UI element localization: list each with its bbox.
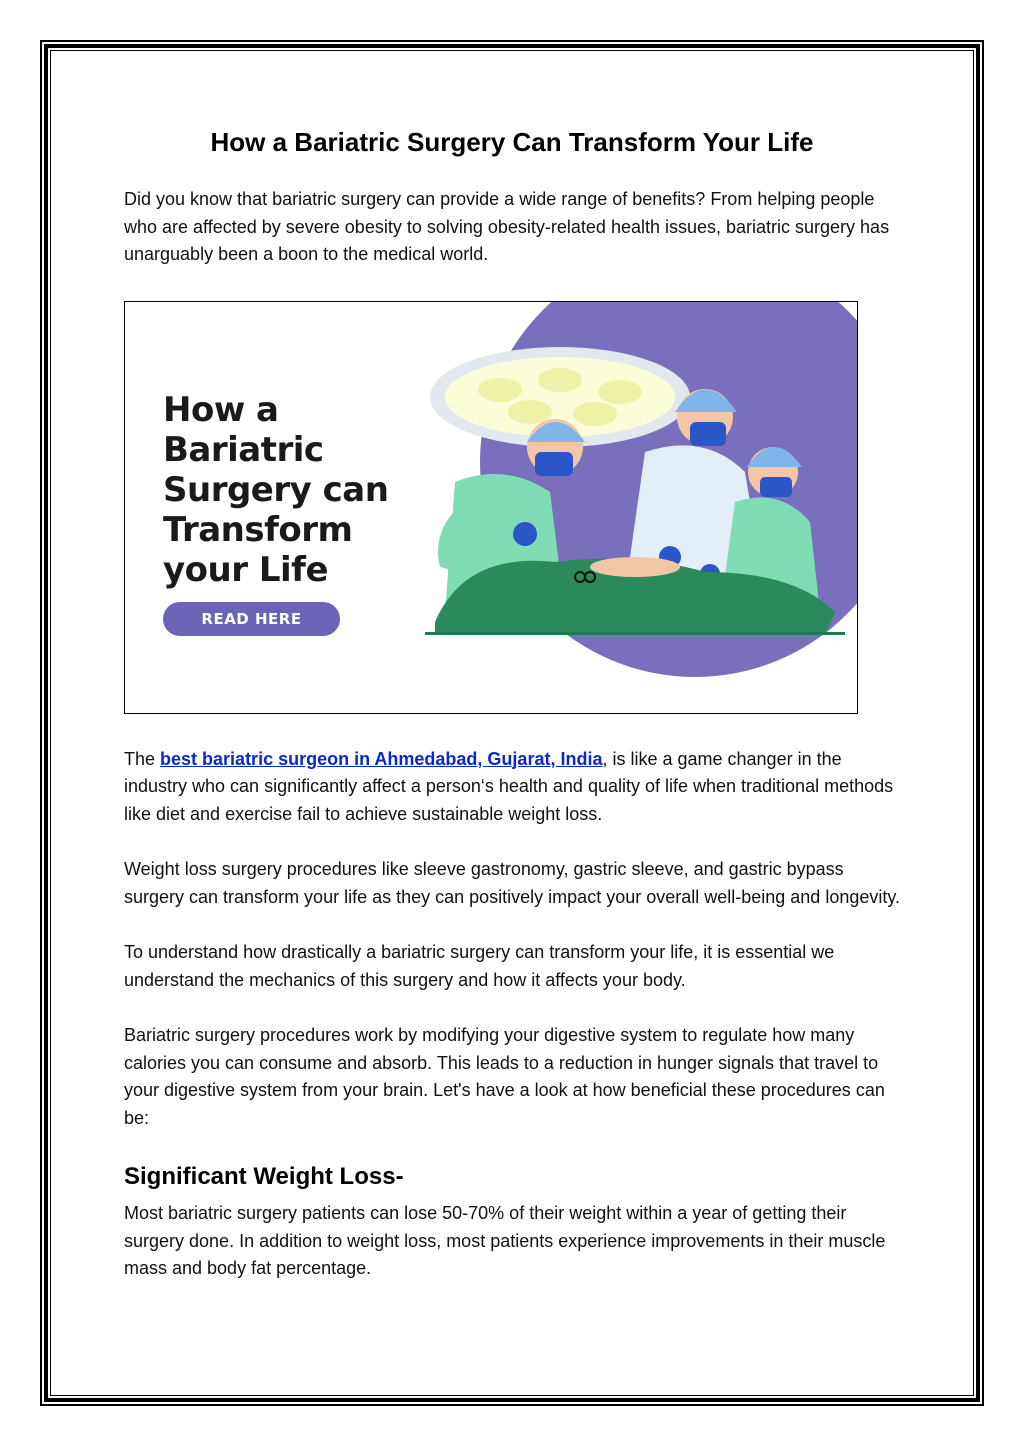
section-paragraph: Most bariatric surgery patients can lose 50-70% of their weight within a year of getting their surgery done. In addition to weight loss, most patients experience improvements in their muscle mass and body fat percentage. — [124, 1203, 886, 1278]
hero-title-line: Surgery can — [163, 469, 389, 510]
text-span: , is like a game changer in the industry who can significantly affect a person‘s health and quality of life when traditional methods like diet and exercise fail to achieve sustainable weight loss. — [124, 748, 894, 824]
hero-title-line: Bariatric — [163, 429, 324, 470]
document-content — [124, 124, 904, 1283]
text-span: The — [124, 748, 161, 769]
hero-title-line: How a — [163, 389, 279, 430]
body-paragraph: Weight loss surgery procedures like sleeve gastronomy, gastric sleeve, and gastric bypass surgery can transform your life as they can positively impact your overall well-being and longevity. — [124, 859, 901, 907]
page-title: How a Bariatric Surgery Can Transform Your Life — [210, 127, 814, 157]
best-surgeon-link[interactable]: best bariatric surgeon in Ahmedabad, Gujarat, India — [160, 748, 603, 769]
hero-title-line: your Life — [163, 549, 329, 590]
surgeon-paragraph — [124, 746, 904, 829]
hero-title — [163, 390, 463, 590]
intro-paragraph: Did you know that bariatric surgery can provide a wide range of benefits? From helping people who are affected by severe obesity to solving obesity-related health issues, bariatric surgery has unarguably been a boon to the medical world. — [124, 189, 890, 264]
body-paragraph: To understand how drastically a bariatric surgery can transform your life, it is essential we understand the mechanics of this surgery and how it affects your body. — [124, 942, 835, 990]
hero-banner-image — [124, 301, 858, 714]
section-heading: Significant Weight Loss- — [124, 1163, 404, 1190]
hero-title-line: Transform — [163, 509, 353, 550]
body-paragraph: Bariatric surgery procedures work by modifying your digestive system to regulate how many calories you can consume and absorb. This leads to a reduction in hunger signals that travel to your digestive system from your brain. Let's have a look at how beneficial these procedures can be: — [124, 1025, 885, 1128]
read-here-button[interactable]: READ HERE — [163, 602, 340, 636]
